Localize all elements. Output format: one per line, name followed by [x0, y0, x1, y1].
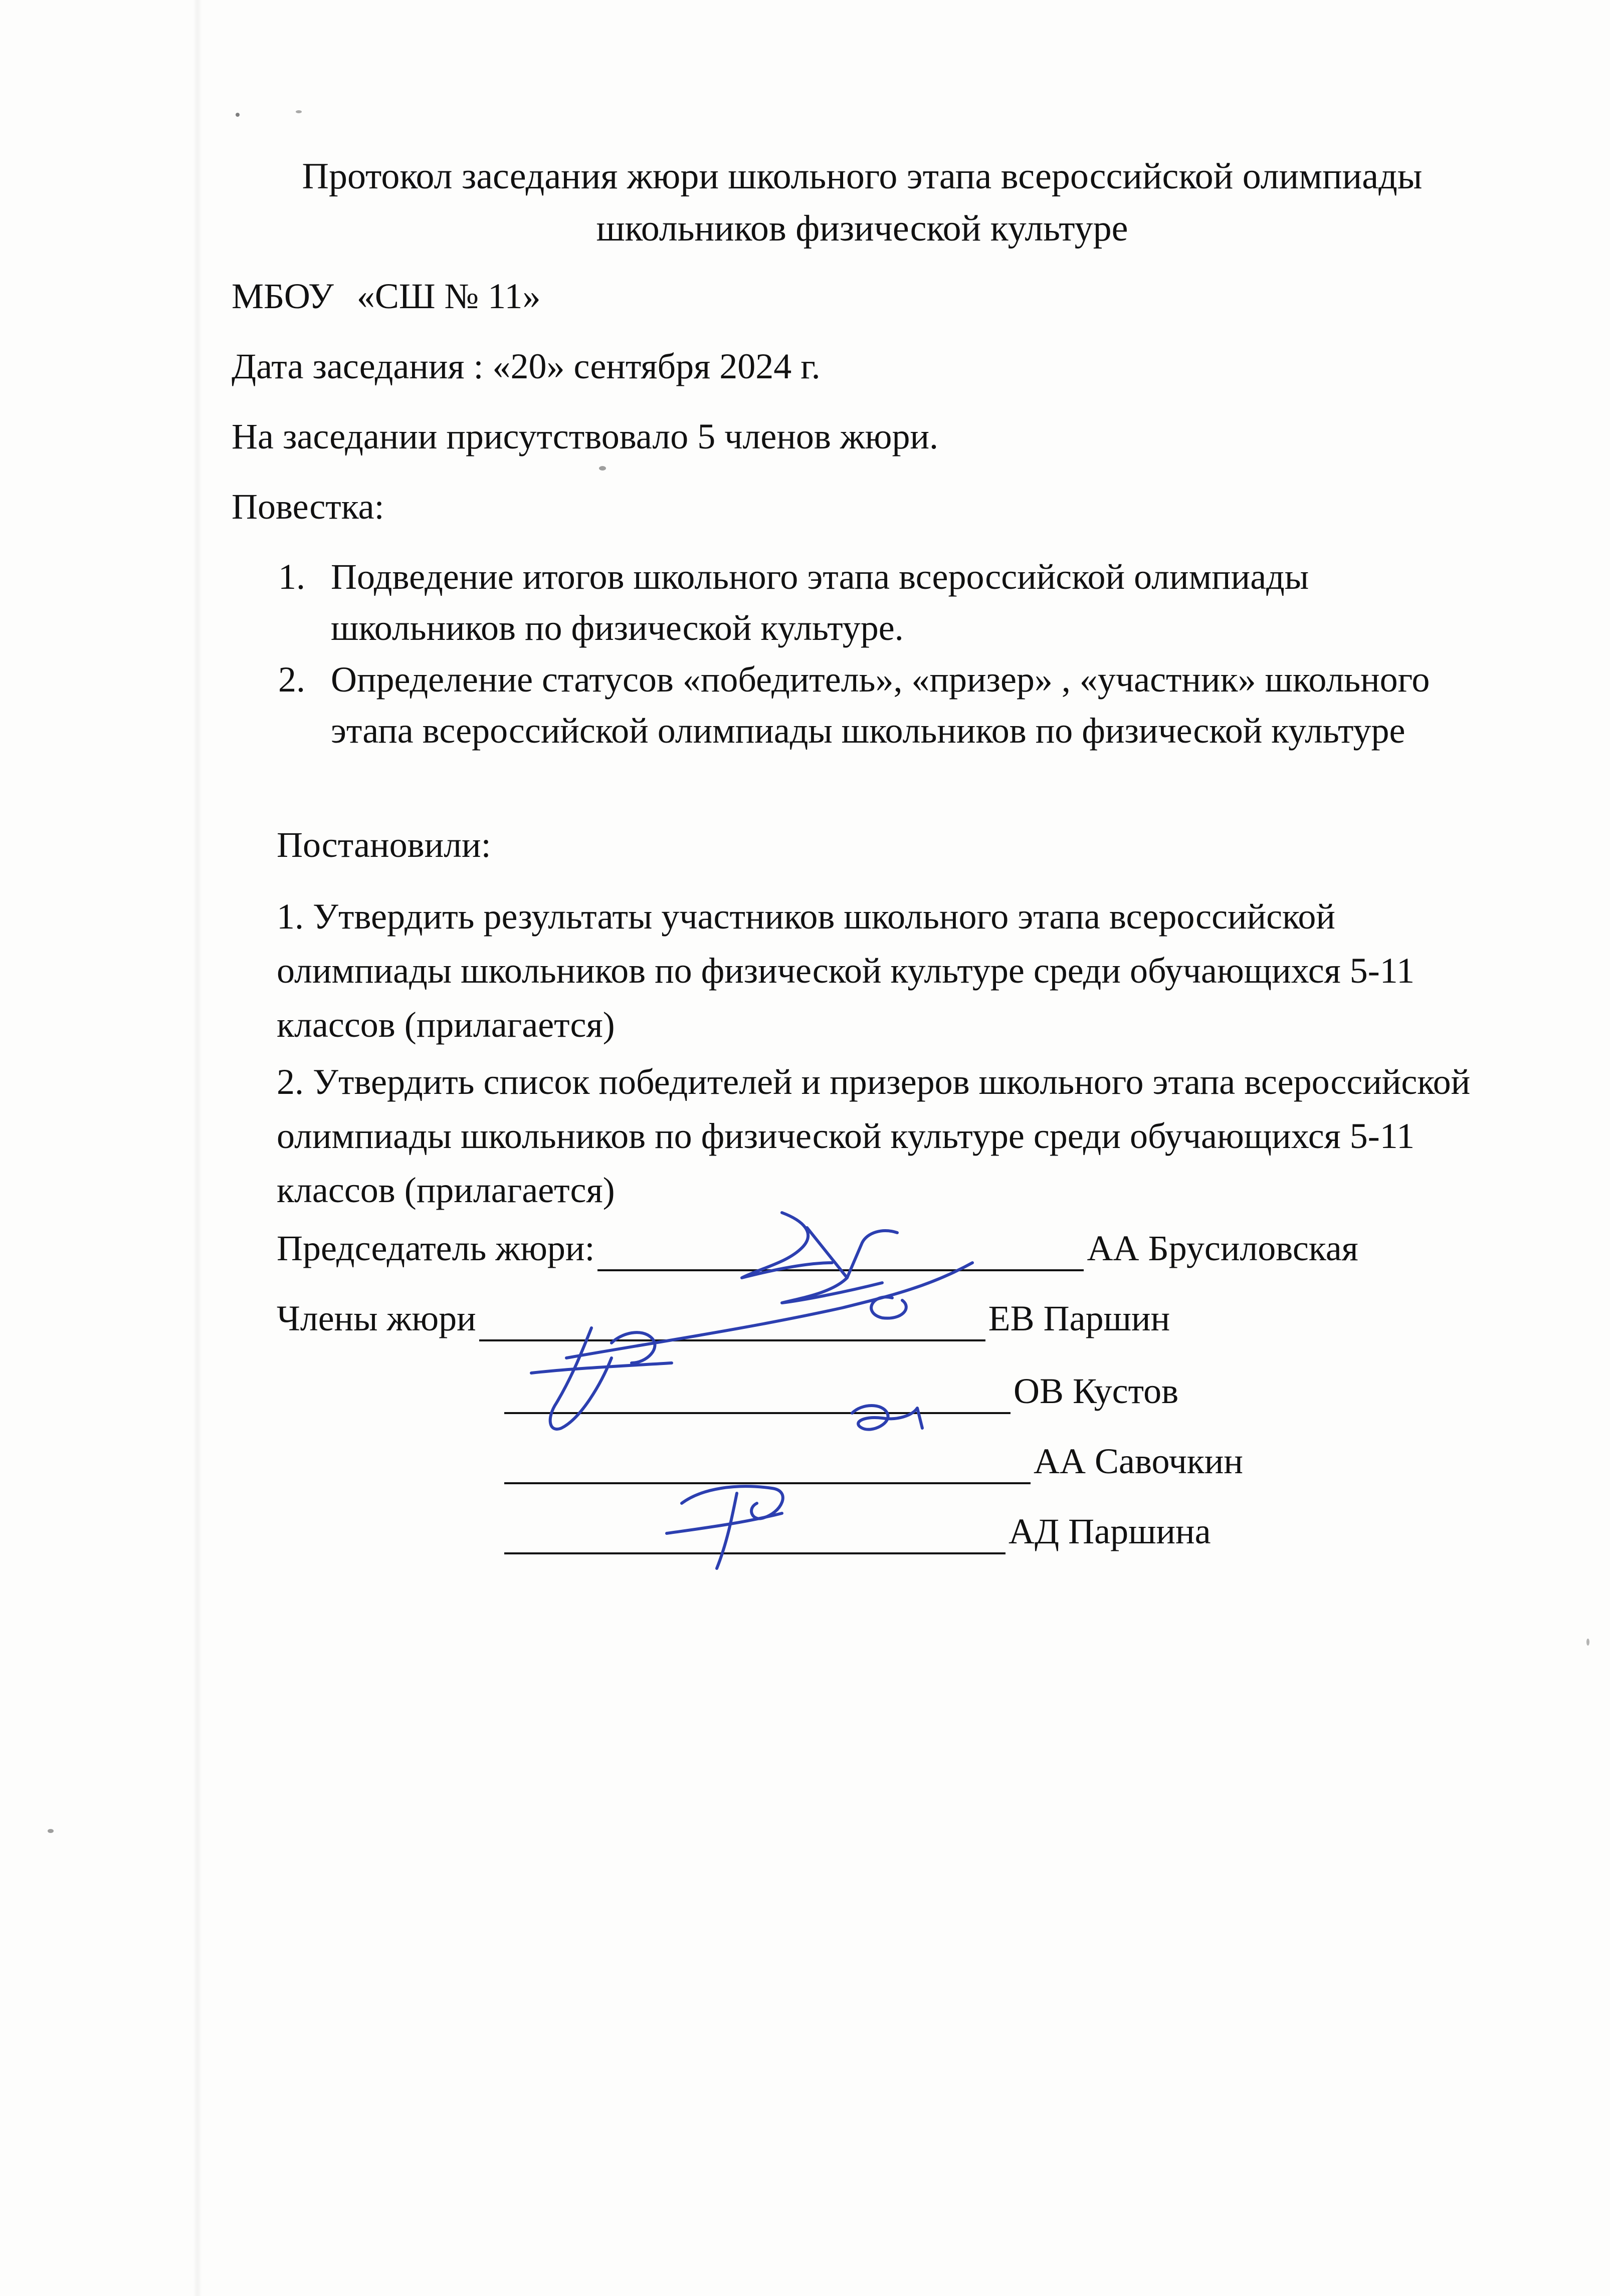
signature-line	[479, 1305, 985, 1341]
school-label: МБОУ	[232, 276, 334, 316]
scan-speck	[48, 1829, 54, 1833]
member-signature-row	[501, 1508, 1211, 1554]
decision-item: 2. Утвердить список победителей и призеров школьного этапа всероссийской олимпиады школьников по физической культуре среди обучающихся 5-11 классов (прилагается)	[277, 1062, 1471, 1210]
member-signature-row	[501, 1368, 1178, 1414]
scan-shadow	[193, 0, 202, 2296]
document-title	[261, 150, 1464, 255]
scan-speck	[599, 466, 606, 471]
agenda-heading: Повестка:	[232, 487, 384, 527]
signature-line	[597, 1235, 1084, 1271]
title-line-1: Протокол заседания жюри школьного этапа всероссийской олимпиады	[302, 156, 1423, 197]
chair-signature-row	[277, 1225, 1358, 1271]
member-name: ОВ Кустов	[1014, 1371, 1179, 1411]
meeting-date: Дата заседания : «20» сентября 2024 г.	[232, 346, 821, 386]
title-line-2: школьников физической культуре	[596, 208, 1128, 249]
scan-speck	[236, 113, 240, 117]
scan-speck	[296, 110, 302, 113]
school-name: «СШ № 11»	[356, 276, 541, 316]
signature-line	[504, 1518, 1005, 1554]
signature-line	[504, 1378, 1011, 1414]
chair-name: АА Брусиловская	[1087, 1228, 1358, 1268]
agenda-item-number: 2.	[278, 659, 305, 700]
agenda-item-text: Определение статусов «победитель», «призер» , «участник» школьного этапа всероссийской олимпиады школьников по физической культуре	[331, 659, 1430, 751]
decisions-heading: Постановили:	[277, 825, 491, 865]
signature-line	[504, 1448, 1031, 1484]
member-signature-row	[277, 1295, 1170, 1341]
agenda-item-text: Подведение итогов школьного этапа всероссийской олимпиады школьников по физической культуре.	[331, 557, 1309, 648]
decision-item: 1. Утвердить результаты участников школьного этапа всероссийской олимпиады школьников по физической культуре среди обучающихся 5-11 классов (прилагается)	[277, 896, 1415, 1045]
scan-speck	[1586, 1639, 1589, 1646]
chair-label: Председатель жюри:	[277, 1228, 595, 1268]
attendance-text: На заседании присутствовало 5 членов жюри.	[232, 416, 938, 456]
school-line	[232, 273, 541, 319]
agenda-item-number: 1.	[278, 557, 305, 597]
member-name: АА Савочкин	[1034, 1441, 1243, 1481]
member-name: АД Паршина	[1009, 1511, 1211, 1551]
member-signature-row	[501, 1438, 1243, 1484]
members-label: Члены жюри	[277, 1298, 476, 1338]
member-name: ЕВ Паршин	[988, 1298, 1170, 1338]
